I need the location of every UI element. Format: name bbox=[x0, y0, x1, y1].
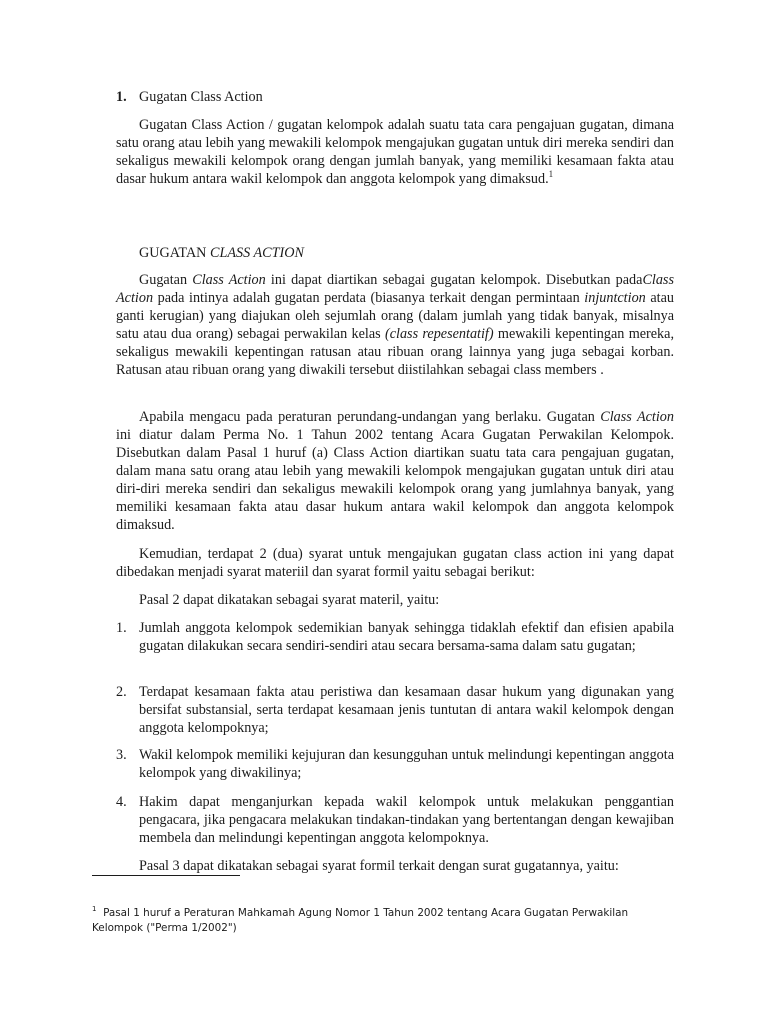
text-run: mewakili kepentingan mereka, sekaligus mewakili kepentingan ratusan atau ribuan orang lainnya yang juga sebagai korban. Ratusan atau ribuan orang yang diwakili tersebut diistilahkan sebagai class members . bbox=[116, 326, 674, 378]
list-item bbox=[116, 683, 674, 737]
list-item-text: Wakil kelompok memiliki kejujuran dan kesungguhan untuk melindungi kepentingan anggota kelompok yang diwakilinya; bbox=[139, 747, 674, 781]
list-item bbox=[116, 746, 674, 782]
subsection-heading-italic: CLASS ACTION bbox=[209, 245, 304, 261]
list-item-text: Terdapat kesamaan fakta atau peristiwa dan kesamaan dasar hukum yang digunakan yang bersifat substansial, serta terdapat kesamaan jenis tuntutan di antara wakil kelompok dengan anggota kelompoknya; bbox=[139, 684, 674, 736]
list-item-text: Hakim dapat menganjurkan kepada wakil kelompok untuk melakukan penggantian pengacara, jika pengacara melakukan tindakan-tindakan yang bertentangan dengan kewajiban membela dan melindungi kepentingan anggota kelompoknya. bbox=[139, 794, 674, 846]
section-title: Gugatan Class Action bbox=[139, 89, 263, 105]
text-run: ini dapat diartikan sebagai gugatan kelompok. Disebutkan pada bbox=[265, 272, 643, 288]
list-item-number: 2. bbox=[116, 684, 127, 700]
footnote-reference: 1 bbox=[548, 169, 554, 179]
paragraph-class-action-definition bbox=[116, 271, 674, 379]
intro-paragraph-text: Gugatan Class Action / gugatan kelompok adalah suatu tata cara pengajuan gugatan, dimana satu orang atau lebih yang mewakili kelompok mengajukan gugatan untuk diri mereka sendiri dan sekaligus mewakili kelompok orang dengan jumlah banyak, yang memiliki kesamaan fakta atau dasar hukum antara wakil kelompok dan anggota kelompok yang dimaksud. bbox=[116, 117, 674, 187]
list-item bbox=[116, 793, 674, 847]
subsection-heading-plain: GUGATAN bbox=[139, 245, 210, 261]
list-item-number: 4. bbox=[116, 794, 127, 810]
italic-run: Class Action bbox=[116, 272, 674, 306]
list-item-text: Jumlah anggota kelompok sedemikian banyak sehingga tidaklah efektif dan efisien apabila gugatan dilakukan secara sendiri-sendiri atau secara bersama-sama dalam satu gugatan; bbox=[139, 620, 674, 654]
subsection-heading bbox=[116, 244, 674, 262]
list-item-number: 1. bbox=[116, 620, 127, 636]
italic-run: (class repesentatif) bbox=[384, 326, 494, 342]
text-run: ini diatur dalam Perma No. 1 Tahun 2002 tentang Acara Gugatan Perwakilan Kelompok. Disebutkan dalam Pasal 1 huruf (a) Class Action diartikan suatu tata cara pengajuan gugatan, dalam mana satu orang atau lebih yang mewakili kelompok mengajukan gugatan untuk diri atau diri-diri mereka sendiri dan sekaligus mewakili kelompok orang yang jumlahnya banyak, yang memiliki kesamaan fakta atau dasar hukum antara wakil kelompok dan anggota kelompok dimaksud. bbox=[116, 427, 674, 533]
text-run: pada intinya adalah gugatan perdata (biasanya terkait dengan permintaan bbox=[153, 290, 585, 306]
footnote-separator bbox=[92, 875, 240, 876]
italic-run: Class Action bbox=[192, 272, 266, 288]
footnote-text: Pasal 1 huruf a Peraturan Mahkamah Agung Nomor 1 Tahun 2002 tentang Acara Gugatan Perwakilan Kelompok ("Perma 1/2002") bbox=[92, 907, 629, 934]
italic-run: Class Action bbox=[600, 409, 674, 425]
list-item bbox=[116, 619, 674, 655]
footnote-mark: 1 bbox=[92, 905, 97, 913]
italic-run: injuntction bbox=[584, 290, 646, 306]
pasal3-intro: Pasal 3 dapat dikatakan sebagai syarat formil terkait dengan surat gugatannya, yaitu: bbox=[139, 858, 619, 874]
list-item-number: 3. bbox=[116, 747, 127, 763]
pasal2-intro: Pasal 2 dapat dikatakan sebagai syarat materil, yaitu: bbox=[139, 592, 440, 608]
paragraph-perma-regulation bbox=[116, 408, 674, 534]
text-run: Gugatan bbox=[139, 272, 193, 288]
footnote bbox=[92, 906, 652, 936]
text-run: atau ganti kerugian) yang diajukan oleh sejumlah orang (dalam jumlah yang tidak banyak, misalnya satu atau dua orang) sebagai perwakilan kelas bbox=[116, 290, 674, 342]
text-run: Apabila mengacu pada peraturan perundang-undangan yang berlaku. Gugatan bbox=[139, 409, 601, 425]
section-number: 1. bbox=[116, 89, 127, 105]
paragraph-requirements: Kemudian, terdapat 2 (dua) syarat untuk mengajukan gugatan class action ini yang dapat dibedakan menjadi syarat materiil dan syarat formil yaitu sebagai berikut: bbox=[116, 546, 674, 580]
intro-paragraph bbox=[116, 116, 674, 188]
